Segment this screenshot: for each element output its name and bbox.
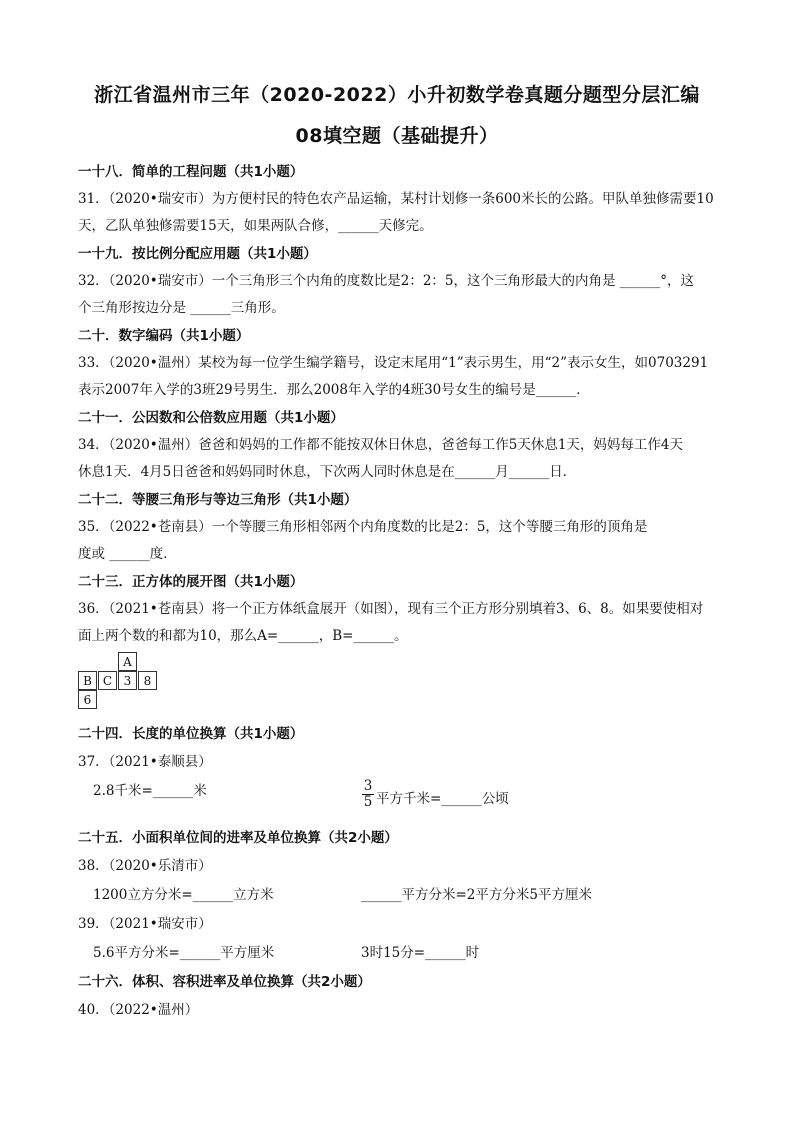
question-36-line-1: 36．（2021•苍南县）将一个正方体纸盒展开（如图），现有三个正方形分别填着3、6、8。如果要使相对	[78, 601, 704, 617]
question-31-line-2: 天，乙队单独修需要15天，如果两队合修，______天修完。	[78, 218, 433, 234]
question-37-header: 37．（2021•泰顺县）	[78, 754, 212, 770]
question-33-line-1: 33．（2020•温州）某校为每一位学生编学籍号，设定末尾用“1”表示男生，用“2”表示女生，如0703291	[78, 355, 709, 371]
cube-net-figure	[78, 652, 160, 712]
question-37-left-item: 2.8千米=______米	[93, 783, 207, 799]
cube-cell-3: 3	[118, 671, 137, 690]
cube-cell-c: C	[98, 671, 117, 690]
section-heading-19: 一十九．按比例分配应用题（共1小题）	[78, 246, 317, 262]
question-31-line-1: 31．（2020•瑞安市）为方便村民的特色农产品运输，某村计划修一条600米长的公路。甲队单独修需要10	[78, 191, 714, 207]
fraction-denominator: 5	[363, 794, 373, 810]
cube-cell-a: A	[118, 652, 137, 671]
question-34-line-1: 34．（2020•温州）爸爸和妈妈的工作都不能按双休日休息，爸爸每工作5天休息1天，妈妈每工作4天	[78, 437, 684, 453]
question-32-line-1: 32．（2020•瑞安市）一个三角形三个内角的度数比是2：2：5，这个三角形最大的内角是 ______°，这	[78, 273, 695, 289]
question-35-line-2: 度或 ______度．	[78, 546, 177, 562]
question-40-header: 40．（2022•温州）	[78, 1002, 199, 1018]
question-32-line-2: 个三角形按边分是 ______三角形。	[78, 300, 285, 316]
question-33-line-2: 表示2007年入学的3班29号男生．那么2008年入学的4班30号女生的编号是______．	[78, 382, 590, 398]
question-38-left-item: 1200立方分米=______立方米	[93, 887, 274, 903]
section-heading-24: 二十四．长度的单位换算（共1小题）	[78, 726, 304, 742]
question-37-fraction	[362, 779, 374, 810]
question-38-right-item: ______平方分米=2平方分米5平方厘米	[361, 887, 592, 903]
document-title-line-2: 08填空题（基础提升）	[295, 125, 499, 147]
question-36-line-2: 面上两个数的和都为10，那么A=______，B=______。	[78, 628, 408, 644]
question-39-right-item: 3时15分=______时	[361, 945, 480, 961]
cube-cell-6: 6	[78, 690, 97, 709]
question-38-header: 38．（2020•乐清市）	[78, 858, 212, 874]
question-39-header: 39．（2021•瑞安市）	[78, 916, 212, 932]
question-37-right-item: 平方千米=______公顷	[376, 791, 509, 807]
cube-cell-b: B	[78, 671, 97, 690]
section-heading-20: 二十．数字编码（共1小题）	[78, 328, 250, 344]
question-35-line-1: 35．（2022•苍南县）一个等腰三角形相邻两个内角度数的比是2：5，这个等腰三角形的顶角是	[78, 519, 648, 535]
section-heading-18: 一十八．简单的工程问题（共1小题）	[78, 164, 304, 180]
section-heading-23: 二十三．正方体的展开图（共1小题）	[78, 574, 304, 590]
section-heading-22: 二十二．等腰三角形与等边三角形（共1小题）	[78, 492, 358, 508]
fraction-numerator: 3	[363, 778, 373, 794]
document-title-line-1: 浙江省温州市三年（2020-2022）小升初数学卷真题分题型分层汇编	[94, 84, 700, 106]
question-39-left-item: 5.6平方分米=______平方厘米	[93, 945, 275, 961]
question-34-line-2: 休息1天．4月5日爸爸和妈妈同时休息，下次两人同时休息是在______月______日．	[78, 464, 577, 480]
section-heading-26: 二十六．体积、容积进率及单位换算（共2小题）	[78, 974, 371, 990]
cube-cell-8: 8	[138, 671, 157, 690]
section-heading-21: 二十一．公因数和公倍数应用题（共1小题）	[78, 410, 344, 426]
section-heading-25: 二十五．小面积单位间的进率及单位换算（共2小题）	[78, 830, 398, 846]
